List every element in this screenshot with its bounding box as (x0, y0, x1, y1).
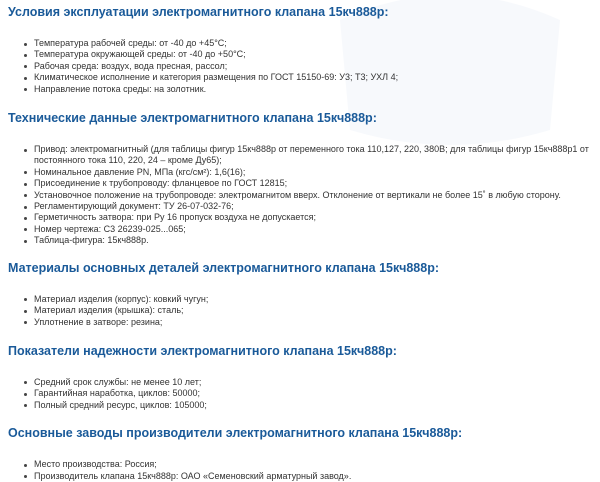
list-item: Средний срок службы: не менее 10 лет; (24, 377, 592, 388)
bullet-list (8, 38, 592, 95)
section-title: Условия эксплуатации электромагнитного клапана 15кч888р: (8, 5, 389, 19)
list-item: Номер чертежа: С3 26239-025...065; (24, 224, 592, 235)
list-item: Температура рабочей среды: от -40 до +45°С; (24, 38, 592, 49)
section-title: Показатели надежности электромагнитного клапана 15кч888р: (8, 343, 397, 358)
bullet-list (8, 377, 592, 411)
list-item: Присоединение к трубопроводу: фланцевое по ГОСТ 12815; (24, 178, 592, 189)
section-operating-conditions (8, 0, 592, 95)
list-item: Полный средний ресурс, циклов: 105000; (24, 400, 592, 411)
list-item: Герметичность затвора: при Ру 16 пропуск воздуха не допускается; (24, 212, 592, 223)
list-item: Установочное положение на трубопроводе: электромагнитом вверх. Отклонение от вертикали не более 15˚ в любую сторону. (24, 190, 592, 201)
list-item: Место производства: Россия; (24, 459, 592, 470)
section-title: Технические данные электромагнитного клапана 15кч888р: (8, 111, 377, 126)
list-item: Материал изделия (корпус): ковкий чугун; (24, 294, 592, 305)
list-item: Гарантийная наработка, циклов: 50000; (24, 388, 592, 399)
list-item: Таблица-фигура: 15кч888р. (24, 235, 592, 246)
section-reliability (8, 343, 592, 411)
section-title: Основные заводы производители электромагнитного клапана 15кч888р: (8, 426, 463, 441)
list-item: Направление потока среды: на золотник. (24, 84, 592, 95)
section-manufacturers (8, 425, 592, 482)
list-item: Климатическое исполнение и категория размещения по ГОСТ 15150-69: У3; Т3; УХЛ 4; (24, 72, 592, 83)
list-item: Производитель клапана 15кч888р: ОАО «Семеновский арматурный завод». (24, 471, 592, 482)
bullet-list (8, 459, 592, 482)
bullet-list (8, 144, 592, 247)
list-item: Уплотнение в затворе: резина; (24, 317, 592, 328)
section-materials (8, 260, 592, 328)
list-item: Номинальное давление PN, МПа (кгс/см²): 1,6(16); (24, 167, 592, 178)
list-item: Регламентирующий документ: ТУ 26-07-032-76; (24, 201, 592, 212)
list-item: Температура окружающей среды: от -40 до +50°С; (24, 49, 592, 60)
section-title: Материалы основных деталей электромагнитного клапана 15кч888р: (8, 260, 439, 275)
bullet-list (8, 294, 592, 328)
list-item: Материал изделия (крышка): сталь; (24, 305, 592, 316)
section-technical-data (8, 110, 592, 247)
list-item: Привод: электромагнитный (для таблицы фигур 15кч888р от переменного тока 110,127, 220, 380В; для таблицы фигур 15кч888р1 от постоянного тока 110, 220, 24 – кроме Ду65); (24, 144, 592, 167)
list-item: Рабочая среда: воздух, вода пресная, рассол; (24, 61, 592, 72)
